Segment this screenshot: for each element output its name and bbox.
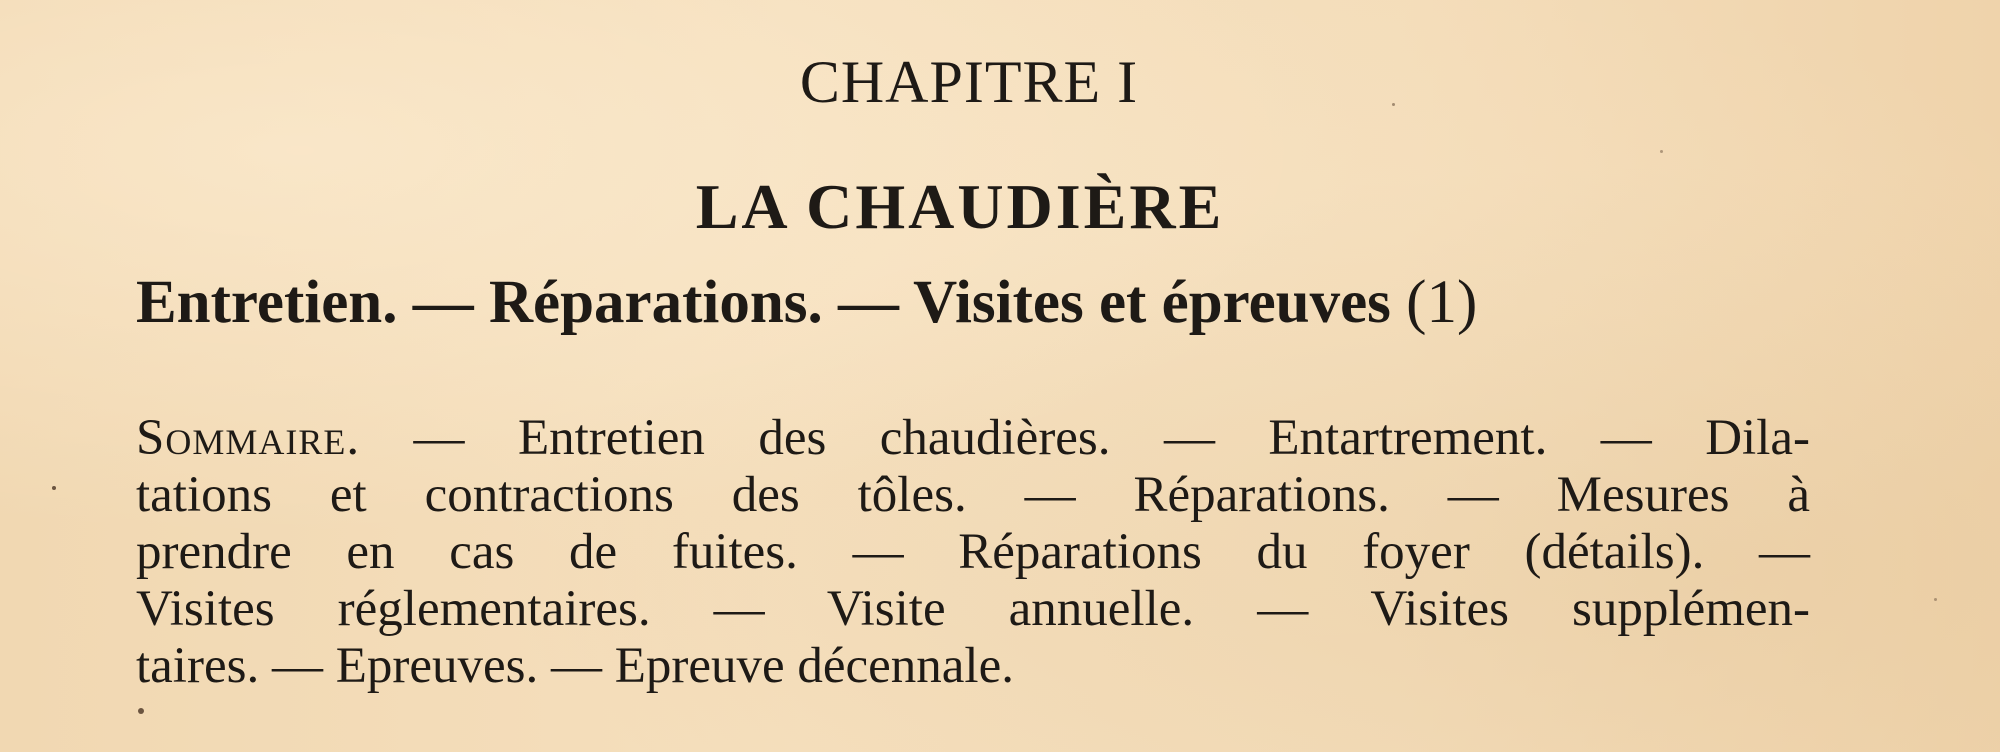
paper-speck — [1660, 150, 1663, 153]
summary-line: taires. — Epreuves. — Epreuve décennale. — [136, 638, 1014, 694]
summary-line — [136, 410, 1810, 467]
chapter-summary — [136, 410, 1810, 695]
chapter-number: CHAPITRE I — [799, 49, 1139, 115]
summary-label: Sommaire. — [136, 410, 361, 466]
summary-line-text: — Entretien des chaudières. — Entartrement. — Dila- — [360, 410, 1810, 466]
paper-speck — [1934, 598, 1937, 601]
chapter-subtitle — [136, 269, 1478, 336]
subtitle-text: Entretien. — Réparations. — Visites et épreuves — [136, 269, 1391, 336]
footnote-marker: (1) — [1406, 269, 1478, 336]
paper-speck — [138, 708, 144, 714]
summary-line: tations et contractions des tôles. — Réparations. — Mesures à — [136, 467, 1810, 523]
paper-speck — [52, 486, 56, 490]
summary-line: prendre en cas de fuites. — Réparations du foyer (détails). — — [136, 524, 1810, 580]
summary-line: Visites réglementaires. — Visite annuelle. — Visites supplémen- — [136, 581, 1810, 637]
chapter-title: LA CHAUDIÈRE — [695, 171, 1225, 242]
